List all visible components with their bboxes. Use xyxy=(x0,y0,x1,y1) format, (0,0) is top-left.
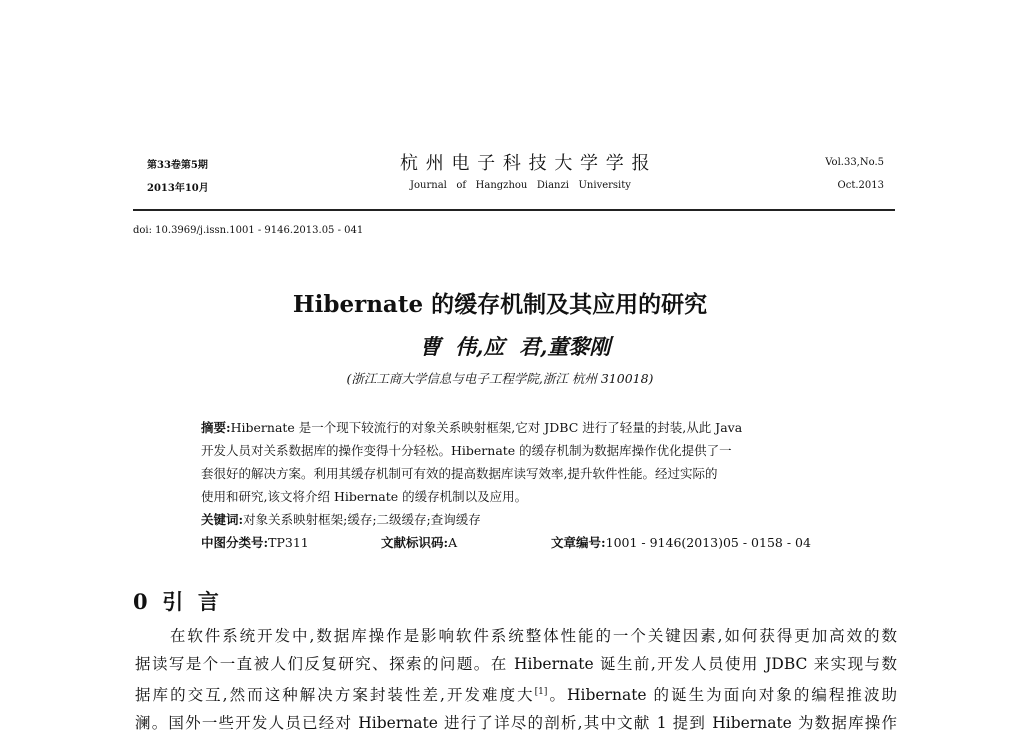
classification-row xyxy=(201,531,825,554)
abstract-line: 使用和研究,该文将介绍 Hibernate 的缓存机制以及应用。 xyxy=(201,489,528,504)
authors: 曹 伟,应 君,董黎刚 xyxy=(419,334,611,359)
keywords: 关键词:对象关系映射框架;缓存;二级缓存;查询缓存 xyxy=(201,512,481,527)
article-number: 文章编号:1001 - 9146(2013)05 - 0158 - 04 xyxy=(551,535,811,550)
header-rule xyxy=(133,209,895,211)
body-text xyxy=(135,622,897,737)
body-line: 在软件系统开发中,数据库操作是影响软件系统整体性能的一个关键因素,如何获得更加高效的数 xyxy=(135,627,897,645)
citation: [1] xyxy=(534,687,548,697)
date-cn: 2013年10月 xyxy=(147,183,209,194)
abstract xyxy=(201,416,825,554)
volume-en: Vol.33,No.5 xyxy=(825,157,884,168)
body-line: 据读写是个一直被人们反复研究、探索的问题。在 Hibernate 诞生前,开发人员使用 JDBC 来实现与数 xyxy=(135,655,897,673)
abstract-line: 开发人员对关系数据库的操作变得十分轻松。Hibernate 的缓存机制为数据库操作优化提供了一 xyxy=(201,443,732,458)
abstract-line: Hibernate 是一个现下较流行的对象关系映射框架,它对 JDBC 进行了轻量的封装,从此 Java xyxy=(230,420,743,435)
journal-title-en: Journal of Hangzhou Dianzi University xyxy=(410,180,631,191)
abstract-label: 摘要: xyxy=(201,420,231,435)
classification: 中图分类号:TP311 xyxy=(201,535,309,550)
body-line: 澜。国外一些开发人员已经对 Hibernate 进行了详尽的剖析,其中文献 1 提到 Hibernate 为数据库操作 xyxy=(135,714,897,733)
paper-title: Hibernate 的缓存机制及其应用的研究 xyxy=(292,291,708,318)
journal-title-cn: 杭 州 电 子 科 技 大 学 学 报 xyxy=(400,153,651,174)
body-line: 据库的交互,然而这种解决方案封装性差,开发难度大[1]。Hibernate 的诞生为面向对象的编程推波助 xyxy=(135,686,897,705)
abstract-line: 套很好的解决方案。利用其缓存机制可有效的提高数据库读写效率,提升软件性能。经过实际的 xyxy=(201,466,718,481)
volume-cn: 第33卷第5期 xyxy=(147,160,208,171)
doc-code: 文献标识码:A xyxy=(381,535,458,550)
affiliation: (浙江工商大学信息与电子工程学院,浙江 杭州 310018) xyxy=(346,371,654,386)
date-en: Oct.2013 xyxy=(837,180,884,191)
doi: doi: 10.3969/j.issn.1001 - 9146.2013.05 - 041 xyxy=(133,225,364,236)
section-heading: 0 引 言 xyxy=(133,589,219,614)
